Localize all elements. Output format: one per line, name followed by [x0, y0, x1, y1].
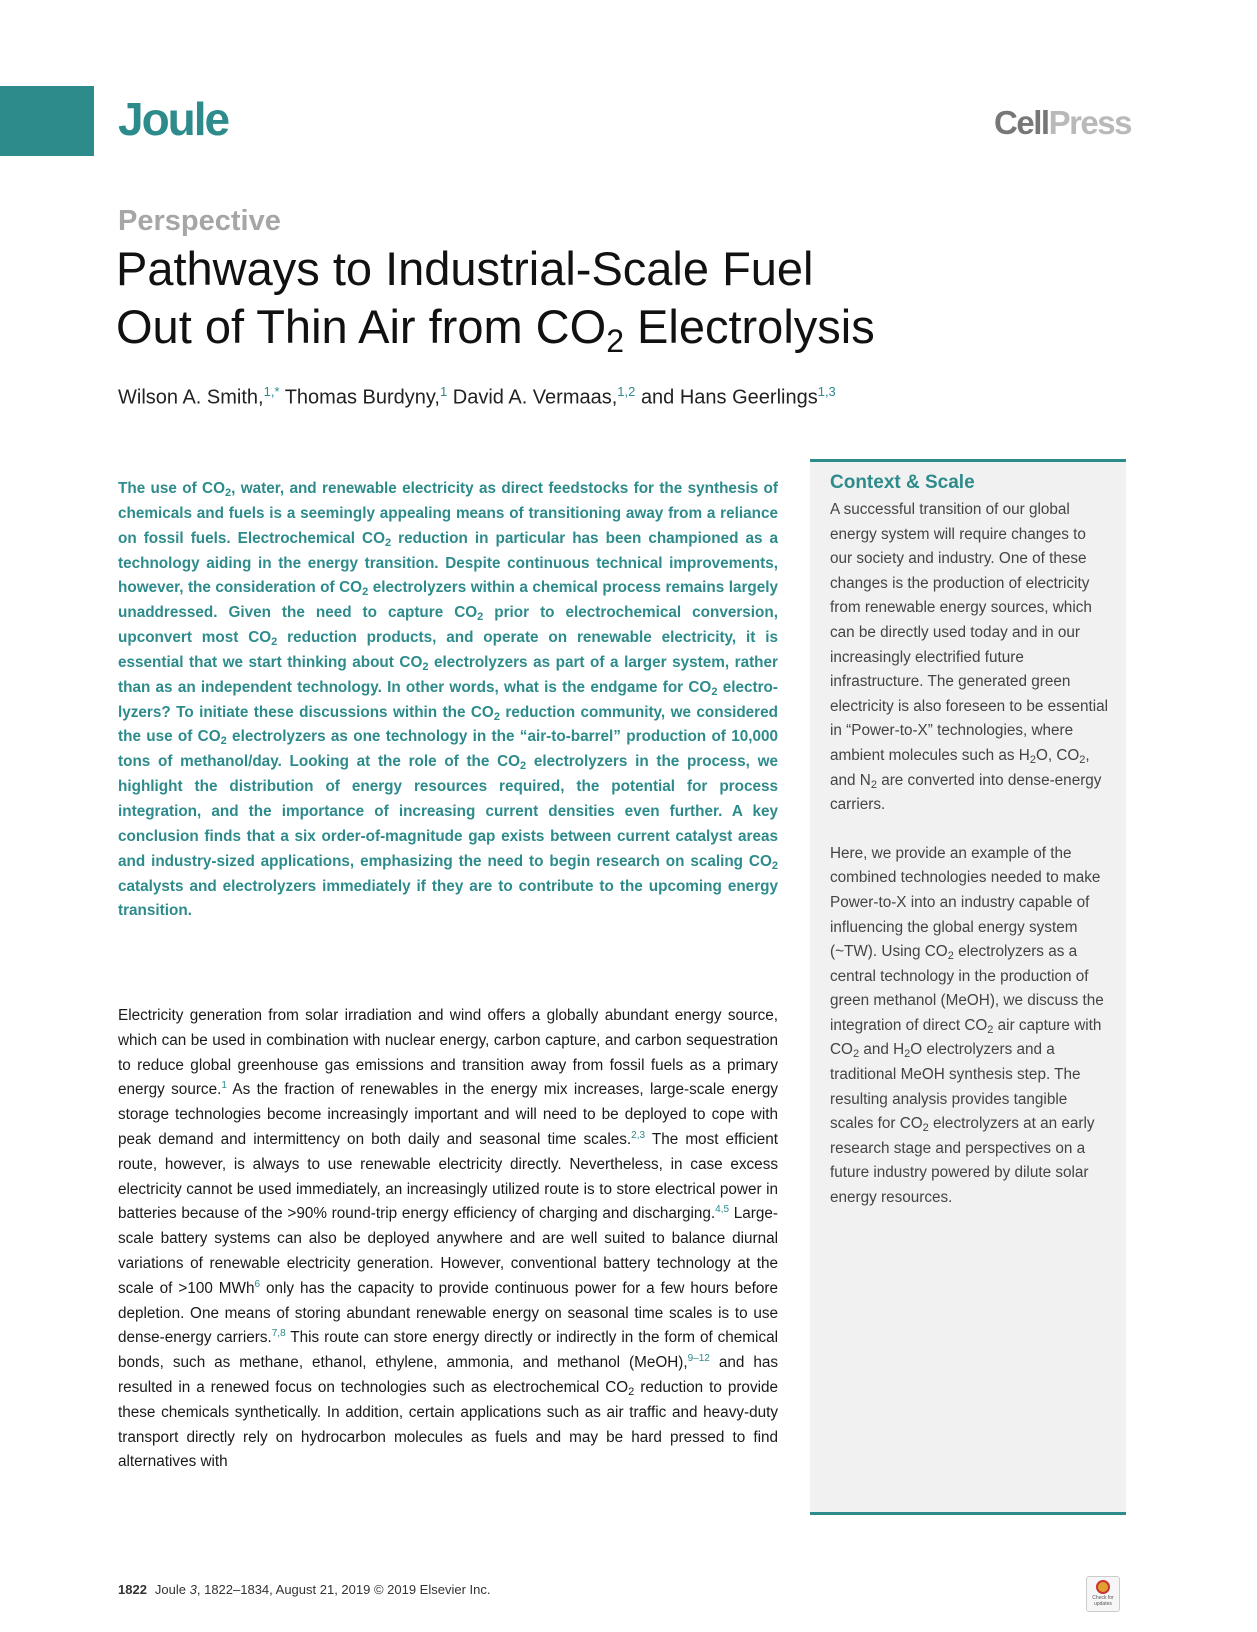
subscript: 2 — [362, 586, 369, 599]
abstract-text: catalysts and electrolyzers immediately if they are to contribute to the upcoming energy transition. — [118, 877, 778, 920]
abstract-text: electrolyzers within a chemical process remains largely unaddressed. Given the need to capture CO — [118, 579, 779, 622]
subscript: 2 — [1029, 753, 1036, 766]
subscript: 2 — [384, 536, 392, 549]
subscript: 2 — [771, 859, 778, 872]
sidebar-text: O, CO — [1035, 746, 1080, 764]
citation-ref[interactable]: 4,5 — [715, 1204, 730, 1216]
publisher-logo-cell: Cell — [994, 104, 1049, 141]
body-text: As the fraction of renewables in the energy mix increases, large-scale energy storage technologies become increasingly important and will need to be deployed to cope with peak demand and intermittency on both daily and seasonal time scales. — [118, 1081, 778, 1148]
title-line-2-post: Electrolysis — [623, 300, 875, 353]
publisher-logo-press: Press — [1048, 104, 1131, 141]
sidebar-paragraph — [830, 842, 1110, 1211]
footer-volume: 3 — [189, 1582, 197, 1597]
author-affiliation[interactable]: 1,2 — [617, 384, 636, 399]
sidebar-text: electrolyzers at an early research stage and perspectives on a future industry powered by dilute solar energy resources. — [830, 1115, 1095, 1207]
subscript: 2 — [628, 1385, 635, 1398]
subscript: 2 — [852, 1048, 860, 1061]
subscript: 2 — [922, 1122, 929, 1134]
context-scale-box — [810, 459, 1126, 1515]
abstract-text: electrolyzers in the process, we highlight the distribution of energy resources required, the potential for process integration, and the importance of increasing current densities even further. A key conclusion finds that a six order-of-magnitude gap exists between current catalyst areas and industry-sized applications, emphasizing the need to begin research on scaling CO — [118, 753, 778, 870]
body-text: Large-scale battery systems can also be deployed anywhere and are well suited to balance diurnal variations of renewable electricity generation. However, conventional battery technology at the scale of >100 MWh — [118, 1205, 778, 1297]
citation-ref[interactable]: 1 — [221, 1080, 227, 1092]
sidebar-text: are converted into dense-energy carriers. — [830, 771, 1102, 814]
sidebar-text: and H — [859, 1041, 905, 1059]
body-text: Electricity generation from solar irradiation and wind offers a globally abundant energy source, which can be used in combination with nuclear energy, carbon capture, and carbon sequestration to reduce global greenhouse gas emissions and transition away from fossil fuels as a primary energy source. — [118, 1007, 778, 1099]
subscript: 2 — [870, 778, 877, 791]
author-list — [118, 384, 836, 410]
author-affiliation[interactable]: 1 — [439, 384, 448, 399]
journal-logo[interactable]: Joule — [118, 93, 229, 145]
subscript: 2 — [904, 1048, 911, 1061]
abstract — [118, 477, 778, 924]
subscript: 2 — [987, 1023, 994, 1036]
page-footer — [118, 1582, 490, 1597]
subscript: 2 — [520, 760, 527, 773]
author-name[interactable]: and Hans Geerlings — [640, 386, 818, 409]
sidebar-text: A successful transition of our global energy system will require changes to our society and industry. One of these changes is the production of electricity from renewable energy sources, which can be directly used today and in our increasingly electrified future infrastructure. The generated green electricity is also foreseen to be essential in “Power-to-X” technologies, where ambient molecules such as H — [830, 501, 1109, 764]
article-type: Perspective — [118, 205, 281, 237]
article-title — [116, 240, 1016, 370]
sidebar-text: O electrolyzers and a traditional MeOH synthesis step. The resulting analysis provides tangible scales for CO — [830, 1041, 1081, 1133]
subscript: 2 — [271, 635, 278, 648]
subscript: 2 — [493, 710, 500, 723]
footer-citation: , 1822–1834, August 21, 2019 © 2019 Elsevier Inc. — [196, 1582, 491, 1597]
subscript: 2 — [711, 685, 718, 698]
citation-ref[interactable]: 2,3 — [631, 1129, 646, 1141]
abstract-text: electrolyzers as one technology in the “air-to-barrel” production of 10,000 tons of methanol/day. Looking at the role of the CO — [118, 728, 778, 771]
body-text: reduction to provide these chemicals synthetically. In addition, certain applications such as air traffic and heavy-duty transport directly rely on hydrocarbon molecules as fuels and may be hard pressed to find alternatives with — [118, 1378, 779, 1471]
abstract-text: reduction in particular has been championed as a technology aiding in the energy transition. Despite continuous technical improvements, however, the consideration of CO — [118, 529, 778, 597]
body-paragraph — [118, 1004, 778, 1475]
sidebar-text: Here, we provide an example of the combined technologies needed to make Power-to-X into an industry capable of influencing the global energy system (~TW). Using CO — [830, 844, 1101, 961]
sidebar-heading: Context & Scale — [830, 472, 975, 493]
abstract-text: electrolyzers? To initiate these discussions within the CO — [118, 678, 778, 721]
citation-ref[interactable]: 7,8 — [271, 1328, 286, 1340]
author-name[interactable]: Wilson A. Smith, — [118, 386, 264, 409]
title-subscript: 2 — [606, 323, 624, 359]
check-for-updates-badge[interactable] — [1086, 1576, 1120, 1612]
page-number: 1822 — [118, 1582, 147, 1597]
subscript: 2 — [477, 610, 484, 623]
citation-ref[interactable]: 9–12 — [687, 1353, 710, 1365]
abstract-text: , water, and renewable electricity as direct feedstocks for the synthesis of chemicals and fuels is a seemingly appealing means of transitioning away from a reliance on fossil fuels. Electrochemical CO — [118, 480, 778, 547]
sidebar-text: , and N — [830, 746, 1090, 789]
subscript: 2 — [947, 949, 954, 962]
author-affiliation[interactable]: 1,3 — [817, 384, 836, 399]
journal-color-block — [0, 86, 94, 156]
body-text: and has resulted in a renewed focus on technologies such as electrochemical CO — [118, 1354, 778, 1396]
body-text: only has the capacity to provide continuous power for a few hours before depletion. One means of storing abundant renewable energy on seasonal time scales is to use dense-energy carriers. — [118, 1279, 778, 1347]
abstract-text: prior to electrochemical conversion, upconvert most CO — [118, 604, 778, 647]
body-text: The most efficient route, however, is always to use renewable electricity directly. Nevertheless, in case excess electricity cannot be used immediately, an increasingly utilized route is to store electrical power in batteries because of the >90% round-trip energy efficiency of charging and discharging. — [118, 1130, 778, 1223]
sidebar-text: air capture with CO — [830, 1016, 1102, 1059]
subscript: 2 — [1079, 753, 1086, 766]
body-text: This route can store energy directly or indirectly in the form of chemical bonds, such as methane, ethanol, ethylene, ammonia, and methanol (MeOH), — [118, 1329, 778, 1372]
subscript: 2 — [220, 735, 227, 748]
sidebar-text: electrolyzers as a central technology in the production of green methanol (MeOH), we discuss the integration of direct CO — [830, 943, 1104, 1034]
author-name[interactable]: David A. Vermaas, — [452, 386, 618, 409]
title-line-1: Pathways to Industrial-Scale Fuel — [116, 242, 814, 295]
abstract-text: reduction products, and operate on renewable electricity, it is essential that we start thinking about CO — [118, 629, 778, 671]
author-affiliation[interactable]: 1,* — [263, 384, 280, 399]
subscript: 2 — [225, 486, 232, 499]
footer-journal: Joule — [154, 1582, 186, 1597]
abstract-text: electrolyzers as part of a larger system, rather than as an independent technology. In other words, what is the endgame for CO — [118, 653, 778, 696]
publisher-logo[interactable] — [994, 104, 1131, 142]
citation-ref[interactable]: 6 — [254, 1278, 261, 1290]
check-updates-label: Check for updates — [1092, 1595, 1114, 1607]
check-updates-icon — [1096, 1580, 1110, 1594]
sidebar-paragraph — [830, 498, 1110, 818]
subscript: 2 — [422, 660, 429, 673]
abstract-text: The use of CO — [118, 480, 225, 497]
abstract-text: reduction community, we considered the use of CO — [118, 703, 778, 746]
title-line-2-pre: Out of Thin Air from CO — [116, 300, 607, 353]
author-name[interactable]: Thomas Burdyny, — [284, 386, 440, 409]
